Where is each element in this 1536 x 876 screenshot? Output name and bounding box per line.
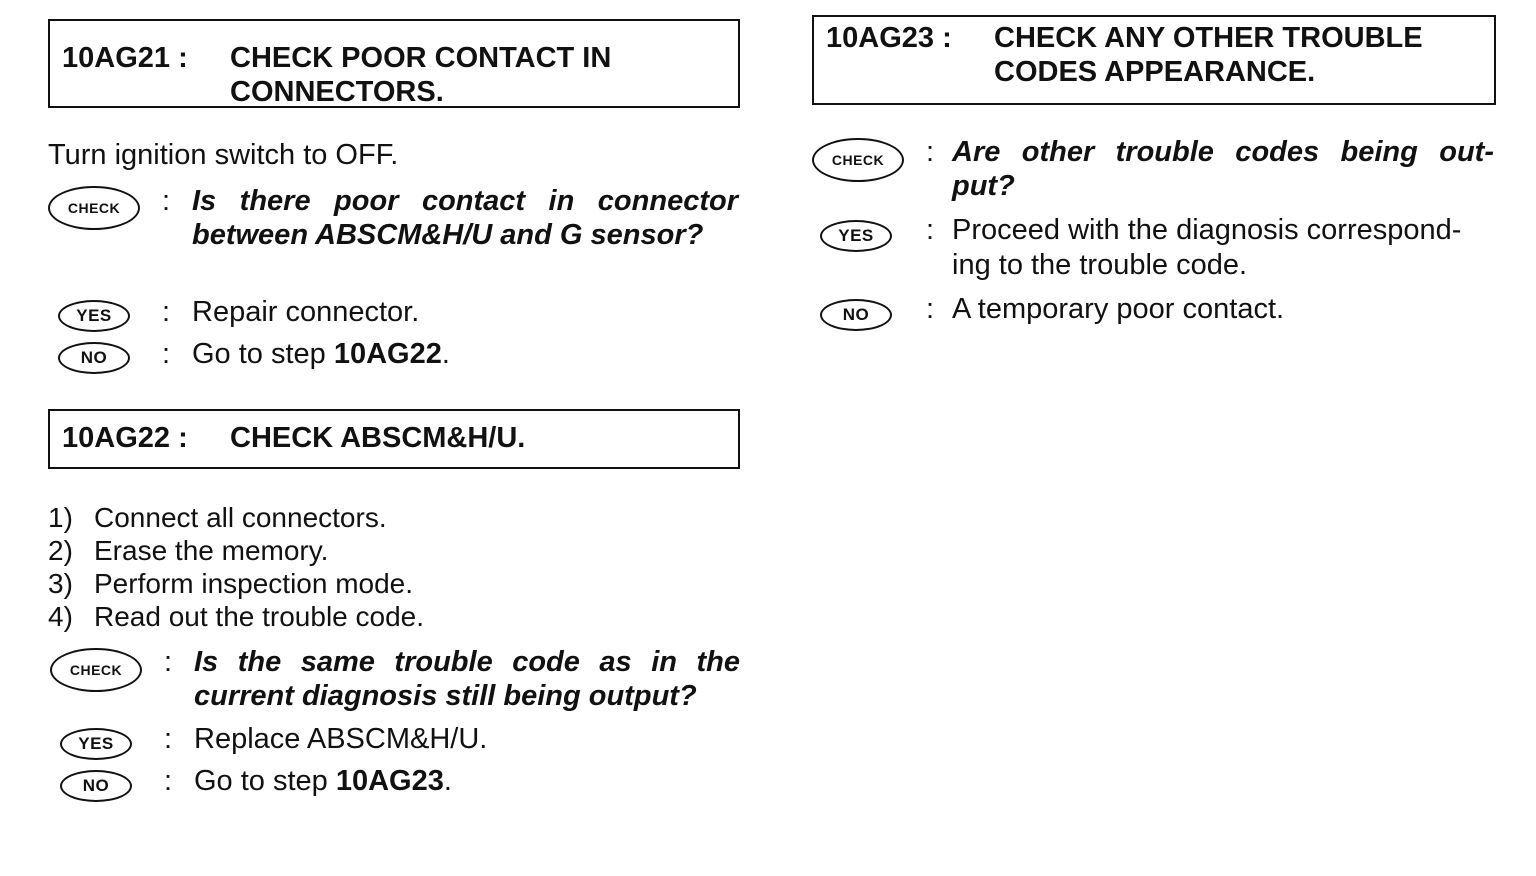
step-reference: 10AG22 — [333, 338, 442, 370]
list-item — [48, 534, 424, 567]
procedure-list — [48, 501, 424, 633]
no-answer — [192, 337, 450, 371]
step-title-line2: CODES APPEARANCE. — [994, 56, 1316, 88]
colon: : — [162, 296, 171, 328]
list-item — [48, 600, 424, 633]
colon: : — [926, 293, 935, 325]
step-code: 10AG21 : — [62, 42, 188, 74]
check-label: CHECK — [69, 662, 123, 678]
step-code: 10AG22 : — [62, 422, 188, 454]
check-question-line1: Is there poor contact in connector — [192, 185, 738, 217]
yes-answer: Repair connector. — [192, 296, 420, 328]
list-number: 2) — [48, 535, 73, 566]
no-icon — [60, 770, 132, 802]
colon: : — [926, 136, 935, 168]
no-label: NO — [842, 305, 870, 324]
step-header-10ag22 — [48, 409, 740, 469]
no-answer-prefix: Go to step — [194, 765, 336, 797]
no-answer-suffix: . — [443, 765, 452, 797]
step-reference: 10AG23 — [335, 765, 444, 797]
colon: : — [164, 765, 173, 797]
check-label: CHECK — [831, 152, 885, 168]
check-question-line2: put? — [952, 170, 1015, 202]
yes-answer-line2: ing to the trouble code. — [952, 249, 1248, 281]
list-number: 3) — [48, 568, 73, 599]
colon: : — [164, 646, 173, 678]
check-question-line2: current diagnosis still being output? — [194, 680, 697, 712]
no-label: NO — [80, 348, 108, 367]
no-answer-prefix: Go to step — [192, 338, 334, 370]
list-text: Connect all connectors. — [94, 502, 387, 533]
colon: : — [164, 723, 173, 755]
step-title-line2: CONNECTORS. — [230, 76, 444, 108]
yes-icon — [820, 220, 892, 252]
list-text: Erase the memory. — [94, 535, 329, 566]
no-answer: A temporary poor contact. — [952, 293, 1285, 325]
no-label: NO — [82, 776, 110, 795]
yes-answer: Replace ABSCM&H/U. — [194, 723, 488, 755]
yes-label: YES — [838, 226, 874, 245]
no-answer-suffix: . — [441, 338, 450, 370]
list-text: Perform inspection mode. — [94, 568, 414, 599]
step-title-line1: CHECK ANY OTHER TROUBLE — [994, 22, 1423, 54]
check-question-line1: Are other trouble codes being out- — [952, 136, 1494, 168]
yes-answer-line1: Proceed with the diagnosis correspond- — [952, 214, 1462, 246]
colon: : — [162, 338, 171, 370]
yes-label: YES — [78, 734, 114, 753]
yes-label: YES — [76, 306, 112, 325]
step-header-10ag23 — [812, 15, 1496, 105]
instruction-text: Turn ignition switch to OFF. — [48, 139, 399, 171]
check-icon — [812, 138, 904, 182]
step-header-10ag21 — [48, 19, 740, 108]
list-number: 1) — [48, 502, 73, 533]
check-label: CHECK — [67, 200, 121, 216]
check-icon — [50, 648, 142, 692]
check-question-line2: between ABSCM&H/U and G sensor? — [192, 219, 704, 251]
yes-icon — [58, 300, 130, 332]
check-question-line1: Is the same trouble code as in the — [194, 646, 740, 678]
list-item — [48, 567, 424, 600]
colon: : — [926, 214, 935, 246]
list-number: 4) — [48, 601, 73, 632]
no-answer — [194, 764, 452, 798]
no-icon — [58, 342, 130, 374]
list-text: Read out the trouble code. — [94, 601, 425, 632]
yes-icon — [60, 728, 132, 760]
step-title-line1: CHECK POOR CONTACT IN — [230, 42, 612, 74]
no-icon — [820, 299, 892, 331]
step-title: CHECK ABSCM&H/U. — [230, 422, 526, 454]
list-item — [48, 501, 424, 534]
colon: : — [162, 185, 171, 217]
check-icon — [48, 186, 140, 230]
step-code: 10AG23 : — [826, 22, 952, 54]
